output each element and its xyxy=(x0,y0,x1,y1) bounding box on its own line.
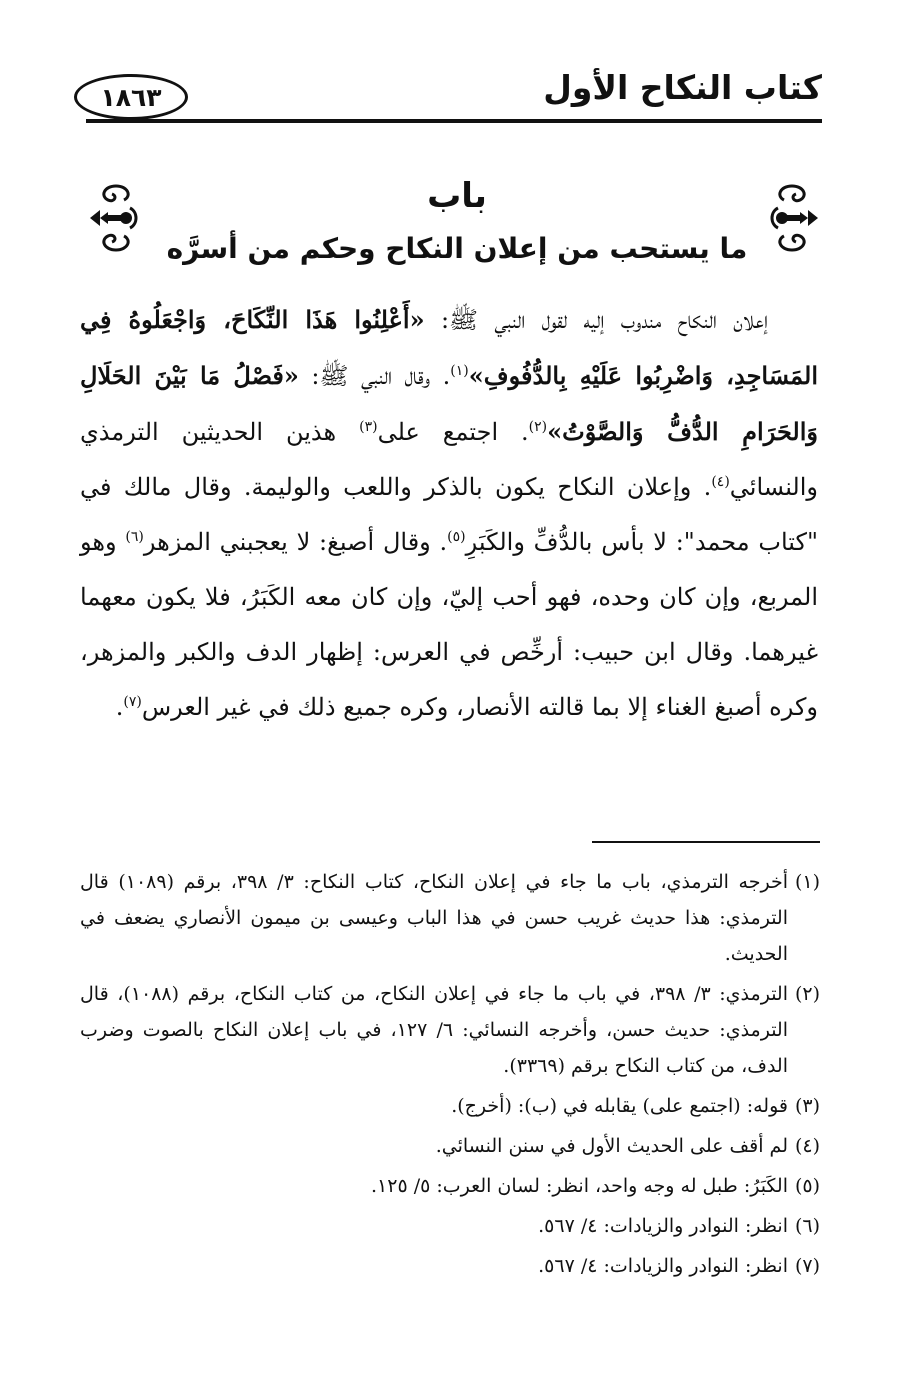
text-run: هذين الحديثين الترمذي والنسائي xyxy=(80,418,818,501)
running-header-title: كتاب النكاح الأول xyxy=(543,68,822,107)
footnotes xyxy=(80,864,820,1288)
text-run: . وقال النبي ﷺ: xyxy=(298,362,451,390)
footnote-number: (٧) xyxy=(794,1255,820,1277)
footnote-item xyxy=(80,1088,820,1124)
footnote-ref[interactable]: (٧) xyxy=(123,694,142,710)
footnote-ref[interactable]: (٢) xyxy=(528,419,548,435)
footnote-item xyxy=(80,864,820,972)
footnote-item xyxy=(80,1248,820,1284)
footnote-text: أخرجه الترمذي، باب ما جاء في إعلان النكاح، كتاب النكاح: ٣/ ٣٩٨، برقم (١٠٨٩) قال الترمذي: هذا حديث غريب حسن في هذا الباب وعيسى بن ميمون الأنصاري يضعف في الحديث. xyxy=(80,871,788,965)
paragraph xyxy=(80,292,818,735)
footnote-item xyxy=(80,1168,820,1204)
footnote-separator xyxy=(592,841,820,843)
footnote-number: (٢) xyxy=(794,983,820,1005)
footnote-text: الكَبَرُ: طبل له وجه واحد، انظر: لسان العرب: ٥/ ١٢٥. xyxy=(371,1175,788,1197)
footnote-number: (٦) xyxy=(794,1215,820,1237)
chapter-label: باب xyxy=(427,176,487,216)
footnote-item xyxy=(80,1208,820,1244)
footnote-ref[interactable]: (٥) xyxy=(447,529,466,545)
text-run: وهو المربع، وإن كان وحده، فهو أحب إليّ، وإن كان معه الكَبَرُ، فلا يكون معهما غيرهما. وقال ابن حبيب: أرخِّص في العرس: إظهار الدف والكبر والمزهر، وكره أصبغ الغناء إلا بما قالته الأنصار، وكره جميع ذلك في غير العرس xyxy=(80,528,818,721)
footnote-item xyxy=(80,1128,820,1164)
text-run: . وقال أصبغ: لا يعجبني المزهر xyxy=(143,528,448,556)
footnote-item xyxy=(80,976,820,1084)
text-run: . وإعلان النكاح يكون بالذكر واللعب والوليمة. وقال مالك في "كتاب محمد": لا بأس بالدُّفِّ والكَبَرِ xyxy=(80,473,819,556)
hadith-quote: «أَعْلِنُوا هَذَا النِّكَاحَ، وَاجْعَلُوهُ فِي المَسَاجِدِ، وَاضْرِبُوا عَلَيْهِ بِالدُّفُوفِ» xyxy=(80,305,818,390)
footnote-ref[interactable]: (٣) xyxy=(359,419,378,435)
footnote-number: (٥) xyxy=(794,1175,820,1197)
footnote-number: (٣) xyxy=(794,1095,820,1117)
footnote-ref[interactable]: (١) xyxy=(450,363,469,379)
footnote-text: لم أقف على الحديث الأول في سنن النسائي. xyxy=(435,1135,788,1157)
footnote-ref[interactable]: (٤) xyxy=(711,474,730,490)
footnote-text: انظر: النوادر والزيادات: ٤/ ٥٦٧. xyxy=(538,1255,788,1277)
page-number: ١٨٦٣ xyxy=(100,82,162,112)
hadith-quote: «فَصْلُ مَا بَيْنَ الحَلَالِ وَالحَرَامِ الدُّفُّ وَالصَّوْتُ» xyxy=(80,361,819,446)
footnote-text: قوله: (اجتمع على) يقابله في (ب): (أخرج). xyxy=(451,1095,788,1117)
footnote-number: (٤) xyxy=(794,1135,820,1157)
page-number-badge xyxy=(74,74,188,120)
footnote-text: الترمذي: ٣/ ٣٩٨، في باب ما جاء في إعلان النكاح، من كتاب النكاح، برقم (١٠٨٨)، قال الترمذي: حديث حسن، وأخرجه النسائي: ٦/ ١٢٧، في باب إعلان النكاح بالصوت وضرب الدف، من كتاب النكاح برقم (٣٣٦٩). xyxy=(80,983,789,1077)
text-run: . xyxy=(115,693,124,721)
text-run: . اجتمع على xyxy=(377,418,529,446)
text-run: إعلان النكاح مندوب إليه لقول النبي ﷺ: xyxy=(424,306,768,334)
header-rule xyxy=(86,119,822,123)
chapter-title: ما يستحب من إعلان النكاح وحكم من أسرَّه xyxy=(166,232,748,265)
main-text xyxy=(80,292,818,735)
footnote-number: (١) xyxy=(794,871,820,893)
footnote-ref[interactable]: (٦) xyxy=(125,529,144,545)
footnote-text: انظر: النوادر والزيادات: ٤/ ٥٦٧. xyxy=(538,1215,788,1237)
